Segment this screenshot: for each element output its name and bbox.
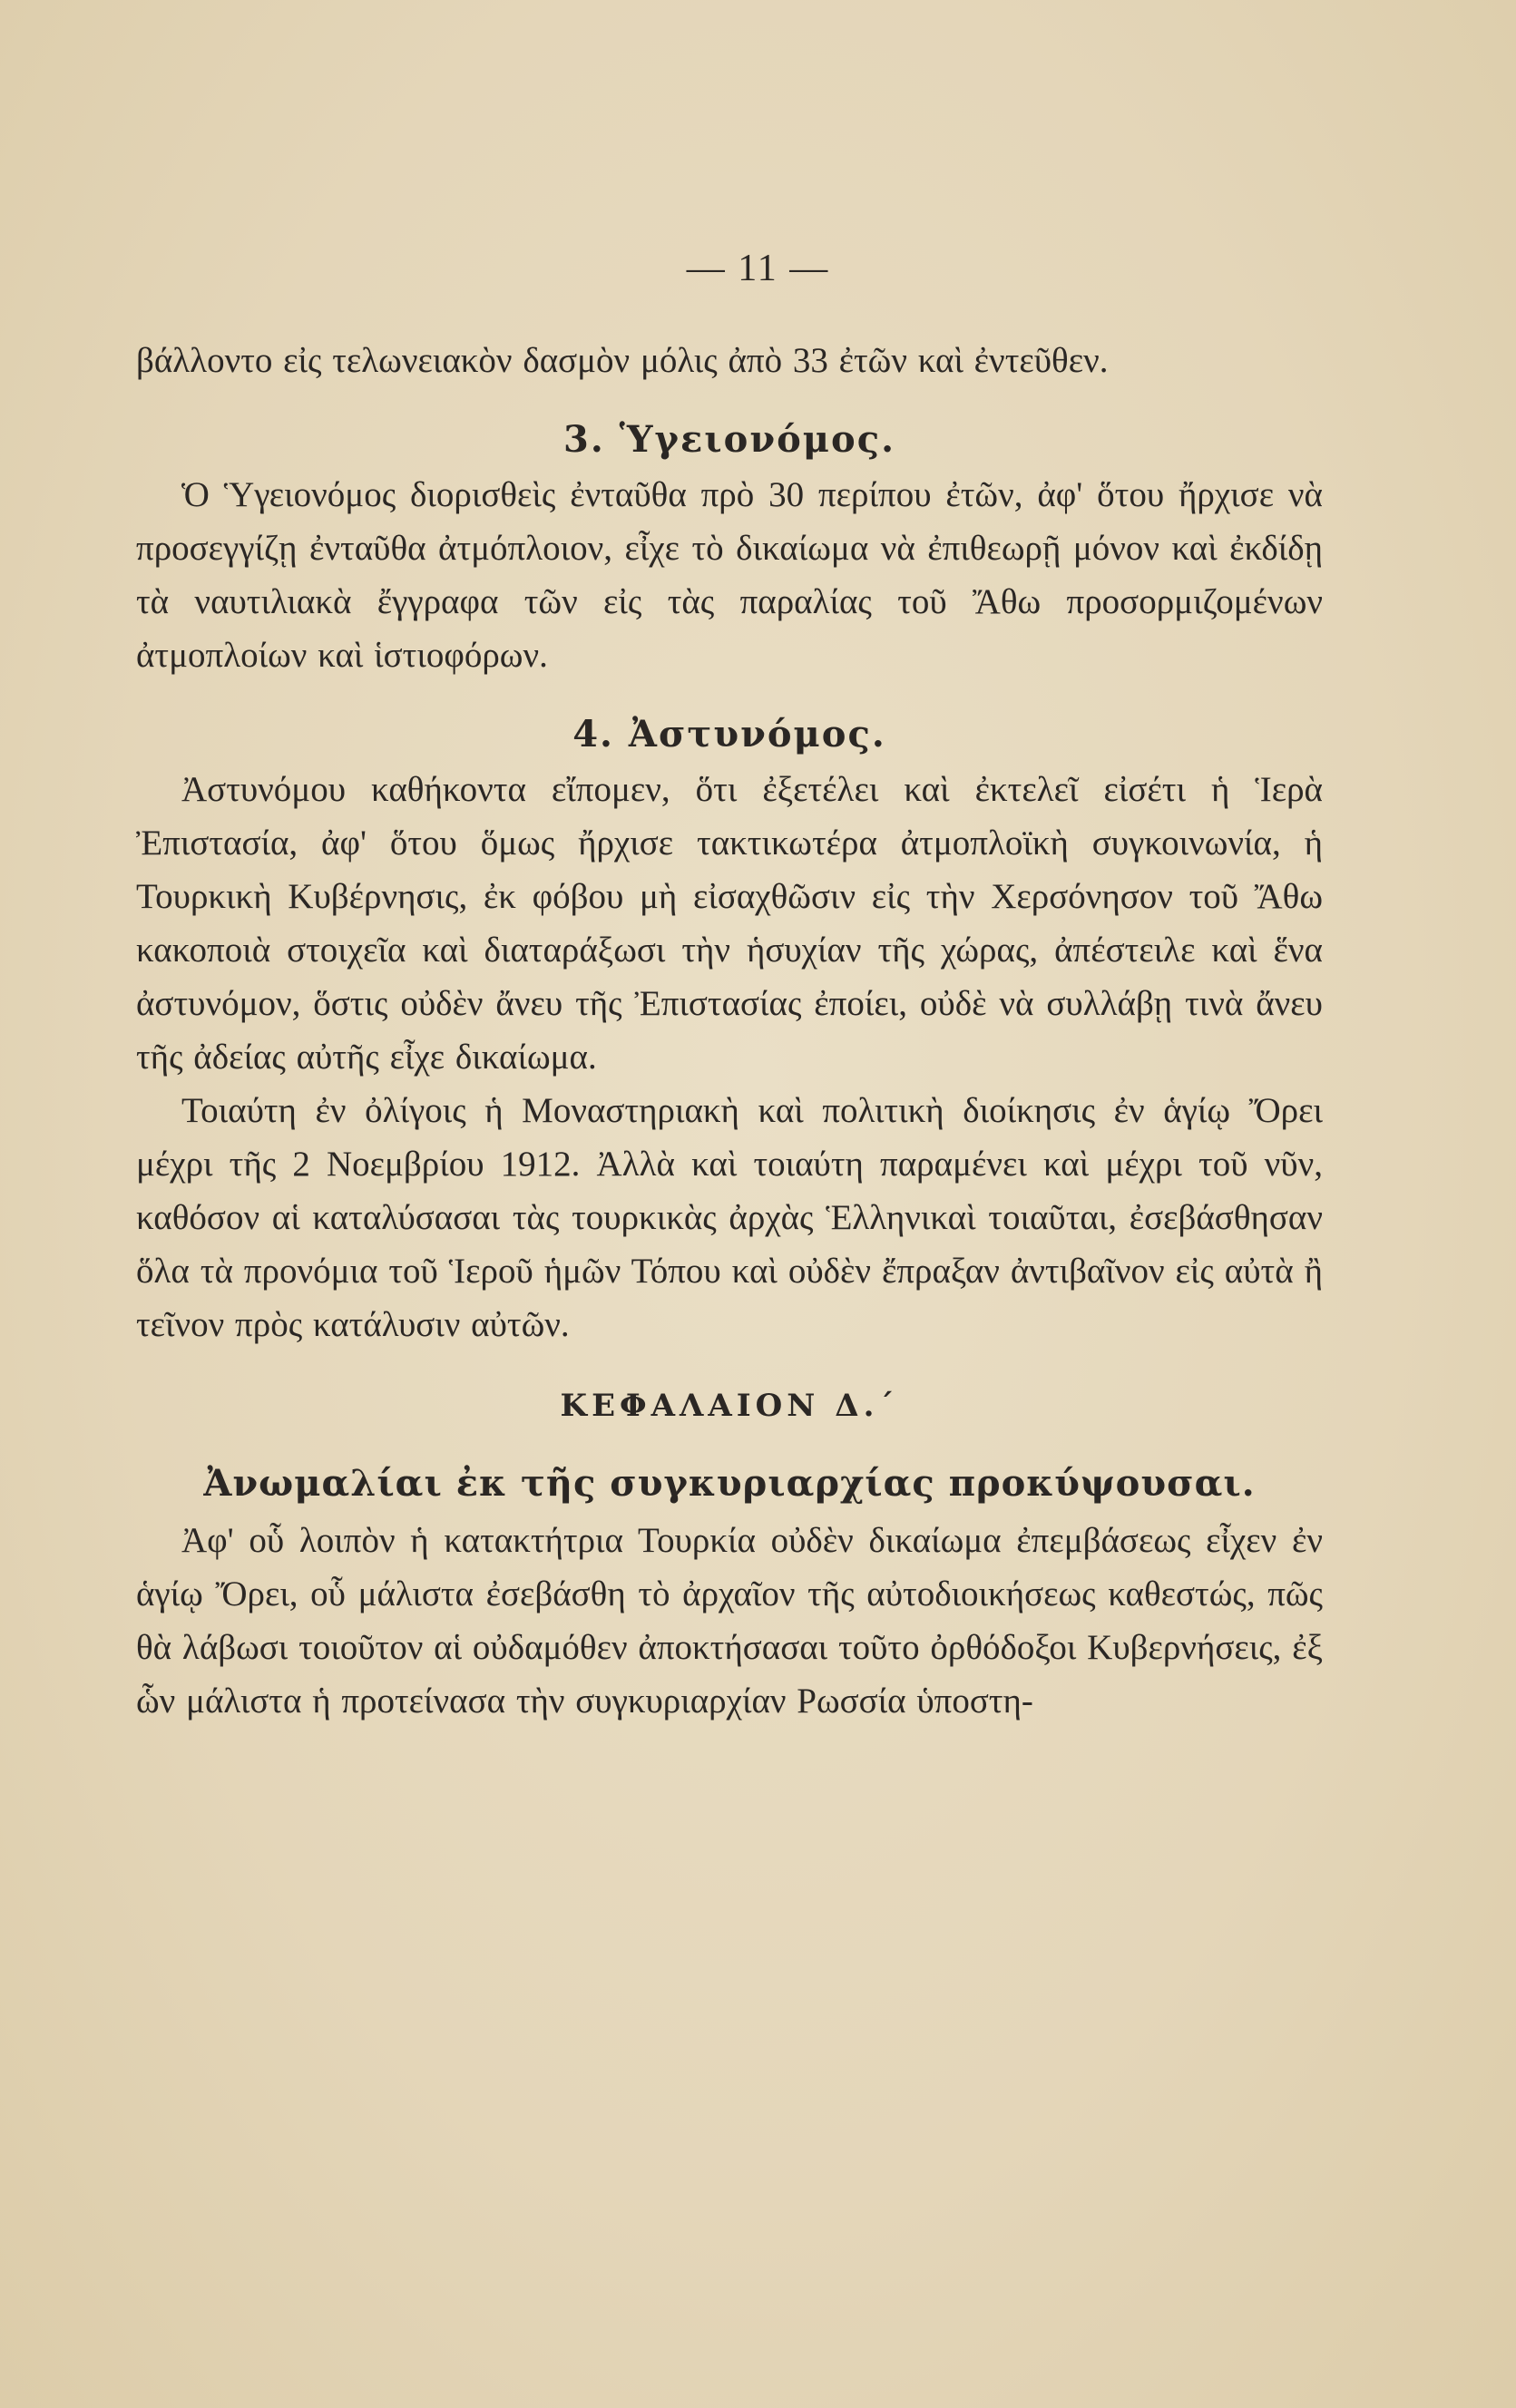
page-body [136, 334, 1323, 1728]
paragraph-chapter-opening: Ἀφ' οὗ λοιπὸν ἡ κατακτήτρια Τουρκία οὐδὲν δικαίωμα ἐπεμβάσεως εἶχεν ἐν ἁγίῳ Ὄρει, οὗ μάλιστα ἐσεβάσθη τὸ ἀρχαῖον τῆς αὐτοδιοικήσεως καθεστώς, πῶς θὰ λάβωσι τοιοῦτον αἱ οὐδαμόθεν ἀποκτήσασαι τοῦτο ὀρθόδοξοι Κυβερνήσεις, ἐξ ὧν μάλιστα ἡ προτείνασα τὴν συγκυριαρχίαν Ρωσσία ὑποστη- [136, 1521, 1323, 1721]
section-heading-health-officer: 3. Ὑγειονόμος. [563, 418, 895, 461]
page-number: — 11 — [686, 248, 830, 289]
paragraph-police-officer: Ἀστυνόμου καθήκοντα εἴπομεν, ὅτι ἐξετέλει καὶ ἐκτελεῖ εἰσέτι ἡ Ἱερὰ Ἐπιστασία, ἀφ' ὅτου ὅμως ἤρχισε τακτικωτέρα ἀτμοπλοϊκὴ συγκοινωνία, ἡ Τουρκικὴ Κυβέρνησις, ἐκ φόβου μὴ εἰσαχθῶσιν εἰς τὴν Χερσόνησον τοῦ Ἄθω κακοποιὰ στοιχεῖα καὶ διαταράξωσι τὴν ἡσυχίαν τῆς χώρας, ἀπέστειλε καὶ ἕνα ἀστυνόμον, ὅστις οὐδὲν ἄνευ τῆς Ἐπιστασίας ἐποίει, οὐδὲ νὰ συλλάβῃ τινὰ ἄνευ τῆς ἀδείας αὐτῆς εἶχε δικαίωμα. [136, 770, 1323, 1077]
chapter-heading: ΚΕΦΑΛΑΙΟΝ Δ.΄ [560, 1388, 899, 1424]
paragraph-health-officer: Ὁ Ὑγειονόμος διορισθεὶς ἐνταῦθα πρὸ 30 περίπου ἐτῶν, ἀφ' ὅτου ἤρχισε νὰ προσεγγίζῃ ἐνταῦθα ἀτμόπλοιον, εἶχε τὸ δικαίωμα νὰ ἐπιθεωρῇ μόνον καὶ ἐκδίδῃ τὰ ναυτιλιακὰ ἔγγραφα τῶν εἰς τὰς παραλίας τοῦ Ἄθω προσορμιζομένων ἀτμοπλοίων καὶ ἱστιοφόρων. [136, 475, 1323, 675]
paragraph-administration-summary: Τοιαύτη ἐν ὀλίγοις ἡ Μοναστηριακὴ καὶ πολιτικὴ διοίκησις ἐν ἁγίῳ Ὄρει μέχρι τῆς 2 Νοεμβρίου 1912. Ἀλλὰ καὶ τοιαύτη παραμένει καὶ μέχρι τοῦ νῦν, καθόσον αἱ καταλύσασαι τὰς τουρκικὰς ἀρχὰς Ἑλληνικαὶ τοιαῦται, ἐσεβάσθησαν ὅλα τὰ προνόμια τοῦ Ἱεροῦ ἡμῶν Τόπου καὶ οὐδὲν ἔπραξαν ἀντιβαῖνον εἰς αὐτὰ ἢ τεῖνον πρὸς κατάλυσιν αὐτῶν. [136, 1091, 1323, 1344]
section-heading-police-officer: 4. Ἀστυνόμος. [572, 713, 886, 756]
paragraph-continuation: βάλλοντο εἰς τελωνειακὸν δασμὸν μόλις ἀπὸ 33 ἐτῶν καὶ ἐντεῦθεν. [136, 341, 1109, 380]
chapter-subtitle: Ἀνωμαλίαι ἐκ τῆς συγκυριαρχίας προκύψουσαι. [203, 1462, 1256, 1505]
